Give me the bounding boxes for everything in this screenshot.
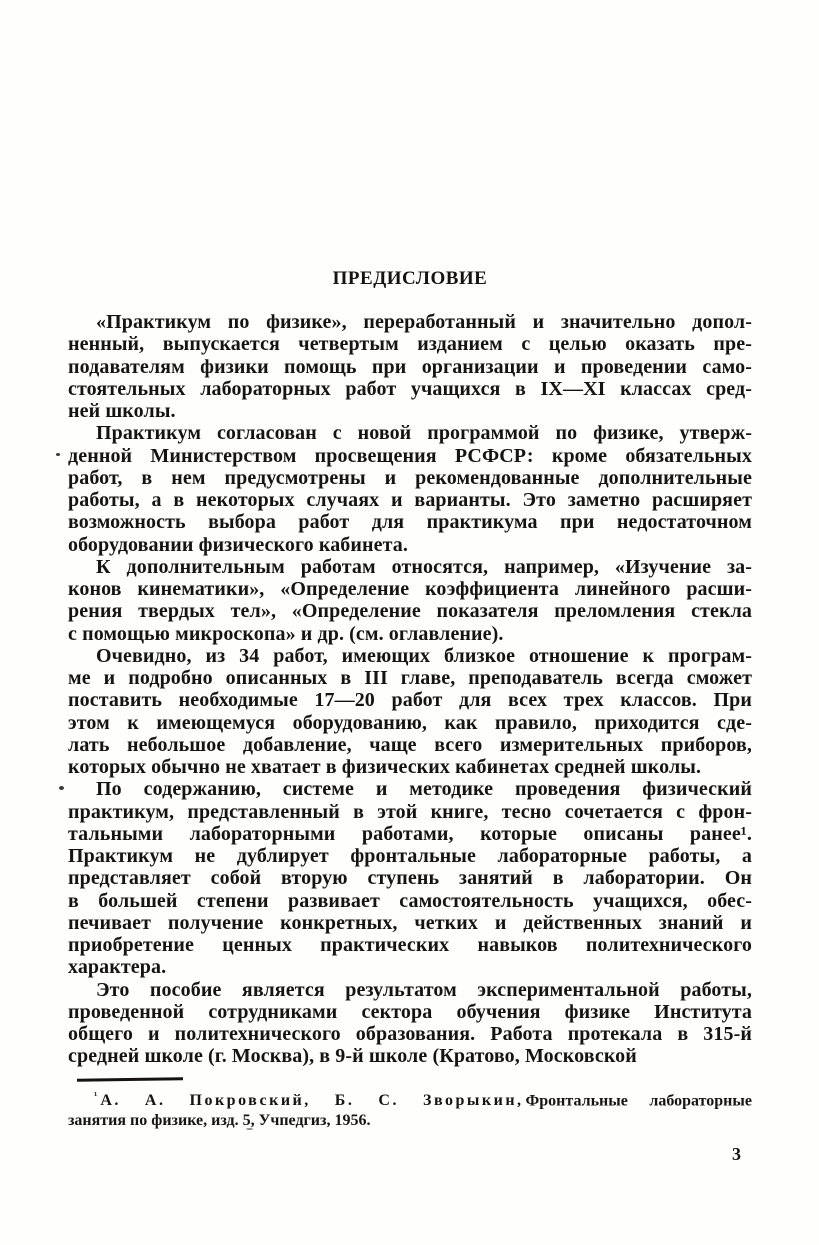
text-line: приобретение ценных практических навыков политехнического	[68, 934, 752, 956]
page-title: ПРЕДИСЛОВИЕ	[332, 268, 488, 289]
text-line: которых обычно не хватает в физических кабинетах средней школы.	[68, 756, 702, 778]
text-line: «Практикум по физике», переработанный и значительно допол-	[96, 311, 752, 333]
text-line: средней школе (г. Москва), в 9-й школе (Кратово, Московской	[68, 1045, 637, 1068]
text-line: К дополнительным работам относятся, например, «Изучение за-	[96, 555, 752, 578]
text-line: стоятельных лабораторных работ учащихся в IX—XI классах сред-	[68, 377, 752, 400]
preface-body	[68, 311, 752, 1068]
scan-speck	[59, 786, 64, 790]
scan-speck	[56, 453, 60, 456]
page-number: 3	[732, 1144, 741, 1164]
text-line: Очевидно, из 34 работ, имеющих близкое отношение к програм-	[96, 644, 752, 667]
footnote-marker: ¹	[94, 1089, 98, 1102]
text-line: этом к имеющемуся оборудованию, как правило, приходится сде-	[68, 711, 752, 734]
text-line: Практикум не дублирует фронтальные лабораторные работы, а	[68, 845, 752, 867]
text-line: подавателям физики помощь при организации и проведении само-	[68, 355, 752, 378]
footnote-rule	[77, 1077, 183, 1081]
text-line: практикум, представленный в этой книге, тесно сочетается с фрон-	[68, 800, 752, 823]
text-line: По содержанию, системе и методике проведения физический	[96, 778, 752, 801]
text-line: ней школы.	[68, 400, 176, 422]
text-line: денной Министерством просвещения РСФСР: кроме обязательных	[68, 444, 752, 467]
text-line: ненный, выпускается четвертым изданием с целью оказать пре-	[68, 333, 752, 356]
text-line: общего и политехнического образования. Работа протекала в 315-й	[68, 1023, 752, 1045]
footnote-line-1	[68, 1086, 752, 1111]
text-line: проведенной сотрудниками сектора обучения физике Института	[68, 1000, 752, 1023]
footnote	[68, 1078, 752, 1131]
text-line: тальными лабораторными работами, которые описаны ранее¹.	[68, 822, 752, 845]
text-line: возможность выбора работ для практикума при недостаточном	[68, 511, 752, 534]
text-line: Практикум согласован с новой программой по физике, утверж-	[96, 422, 752, 445]
text-line: представляет собой вторую ступень занятий в лаборатории. Он	[68, 867, 752, 890]
footnote-authors: А. А. Покровский, Б. С. Зворыкин,	[100, 1091, 524, 1109]
text-line: поставить необходимые 17—20 работ для всех трех классов. При	[68, 689, 752, 712]
text-line: конов кинематики», «Определение коэффициента линейного расши-	[68, 578, 752, 600]
text-line: печивает получение конкретных, четких и действенных знаний и	[68, 911, 752, 934]
text-line: рения твердых тел», «Определение показателя преломления стекла	[68, 600, 752, 623]
text-line: ме и подробно описанных в III главе, преподаватель всегда сможет	[68, 667, 752, 689]
text-line: работ, в нем предусмотрены и рекомендованные дополнительные	[68, 466, 752, 489]
text-line: с помощью микроскопа» и др. (см. оглавление).	[68, 622, 504, 645]
text-line: оборудовании физического кабинета.	[68, 533, 408, 556]
text-line: характера.	[68, 956, 167, 979]
footnote-line-2: занятия по физике, изд. 5, Учпедгиз, 1956.	[68, 1111, 371, 1129]
footnote-work-title: Фронтальные лабораторные	[525, 1091, 752, 1109]
text-line: работы, а в некоторых случаях и варианты. Это заметно расширяет	[68, 489, 752, 511]
text-line: в большей степени развивает самостоятельность учащихся, обес-	[68, 889, 752, 912]
text-line: Это пособие является результатом экспериментальной работы,	[96, 978, 752, 1001]
text-line: лать небольшое добавление, чаще всего измерительных приборов,	[68, 733, 752, 756]
